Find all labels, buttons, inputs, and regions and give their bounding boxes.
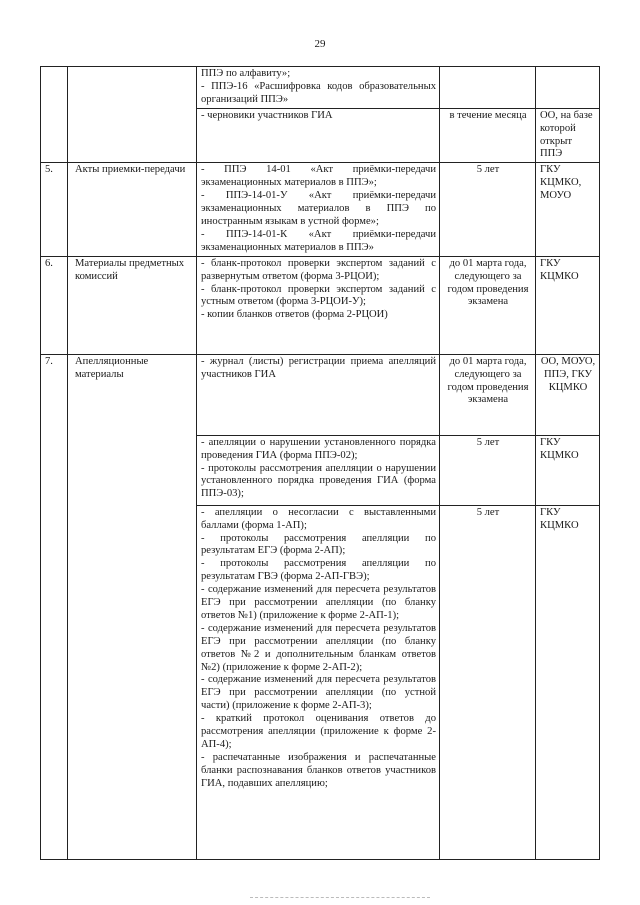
row-number-cell: 7. <box>41 354 68 859</box>
row-responsible-cell <box>536 67 600 109</box>
row-responsible-cell: ГКУ КЦМКО, МОУО <box>536 163 600 256</box>
list-item: - ППЭ-14-01-У «Акт приёмки-передачи экзаменационных материалов в ППЭ по иностранным языкам в устной форме»; <box>201 190 436 227</box>
list-item: - содержание изменений для пересчета результатов ЕГЭ при рассмотрении апелляции (по бланку ответов №1) (приложение к форме 2-АП-1); <box>201 584 436 621</box>
list-item: - копии бланков ответов (форма 2-РЦОИ) <box>201 309 388 321</box>
list-item: - протоколы рассмотрения апелляции о нарушении установленного порядка проведения ГИА (форма ППЭ-03); <box>201 462 436 500</box>
list-item: - ППЭ-16 «Расшифровка кодов образовательных организаций ППЭ» <box>201 80 436 105</box>
list-item: ППЭ по алфавиту»; <box>201 68 291 79</box>
table-row <box>41 163 600 256</box>
row-term-cell <box>440 67 536 109</box>
row-description-cell <box>197 108 440 163</box>
row-term-cell: до 01 марта года, следующего за годом проведения экзамена <box>440 354 536 435</box>
row-term-cell: до 01 марта года, следующего за годом проведения экзамена <box>440 256 536 354</box>
row-description-cell <box>197 505 440 859</box>
row-name-cell: Апелляционные материалы <box>68 354 197 859</box>
row-name-cell: Материалы предметных комиссий <box>68 256 197 354</box>
row-term-cell: 5 лет <box>440 163 536 256</box>
table-row <box>41 256 600 354</box>
row-responsible-cell: ОО, на базе которой открыт ППЭ <box>536 108 600 163</box>
list-item: - журнал (листы) регистрации приема апелляций участников ГИА <box>201 355 436 380</box>
list-item: - бланк-протокол проверки экспертом заданий с развернутым ответом (форма 3-РЦОИ); <box>201 257 436 282</box>
row-name-cell: Акты приемки-передачи <box>68 163 197 256</box>
table-row <box>41 354 600 435</box>
footer-divider <box>250 897 430 898</box>
list-item: - содержание изменений для пересчета результатов ЕГЭ при рассмотрении апелляции (по бланку ответов №2 и дополнительным бланкам ответов №2) (приложение к форме 2-АП-2); <box>201 622 436 673</box>
list-item: - краткий протокол оценивания ответов до рассмотрения апелляции (приложение к форме 2-АП-4); <box>201 713 436 750</box>
row-description-cell <box>197 435 440 505</box>
row-responsible-cell: ГКУ КЦМКО <box>536 256 600 354</box>
list-item: - ППЭ 14-01 «Акт приёмки-передачи экзаменационных материалов в ППЭ»; <box>201 164 436 189</box>
row-term-cell: в течение месяца <box>440 108 536 163</box>
row-description-cell <box>197 67 440 109</box>
row-responsible-cell: ГКУ КЦМКО <box>536 505 600 859</box>
table-row <box>41 67 600 109</box>
row-number-cell: 5. <box>41 163 68 256</box>
list-item: - черновики участников ГИА <box>201 109 333 121</box>
row-responsible-cell: ОО, МОУО, ППЭ, ГКУ КЦМКО <box>536 354 600 435</box>
list-item: - распечатанные изображения и распечатанные бланки распознавания бланков ответов участников ГИА, подавших апелляцию; <box>201 751 436 789</box>
archive-table <box>40 66 600 860</box>
row-description-cell <box>197 354 440 435</box>
list-item: - содержание изменений для пересчета результатов ЕГЭ при рассмотрении апелляции (по устной части) (приложение к форме 2-АП-3); <box>201 674 436 712</box>
row-name-cell <box>68 67 197 163</box>
row-number-cell <box>41 67 68 163</box>
row-term-cell: 5 лет <box>440 435 536 505</box>
list-item: - протоколы рассмотрения апелляции по результатам ГВЭ (форма 2-АП-ГВЭ); <box>201 558 436 583</box>
list-item: - ППЭ-14-01-К «Акт приёмки-передачи экзаменационных материалов в ППЭ» <box>201 228 436 253</box>
list-item: - апелляции о нарушении установленного порядка проведения ГИА (форма ППЭ-02); <box>201 436 436 461</box>
list-item: - апелляции о несогласии с выставленными баллами (форма 1-АП); <box>201 506 436 531</box>
row-term-cell: 5 лет <box>440 505 536 859</box>
row-description-cell <box>197 256 440 354</box>
row-description-cell <box>197 163 440 256</box>
row-number-cell: 6. <box>41 256 68 354</box>
list-item: - протоколы рассмотрения апелляции по результатам ЕГЭ (форма 2-АП); <box>201 532 436 557</box>
list-item: - бланк-протокол проверки экспертом заданий с устным ответом (форма 3-РЦОИ-У); <box>201 283 436 308</box>
page-number: 29 <box>314 38 326 50</box>
row-responsible-cell: ГКУ КЦМКО <box>536 435 600 505</box>
